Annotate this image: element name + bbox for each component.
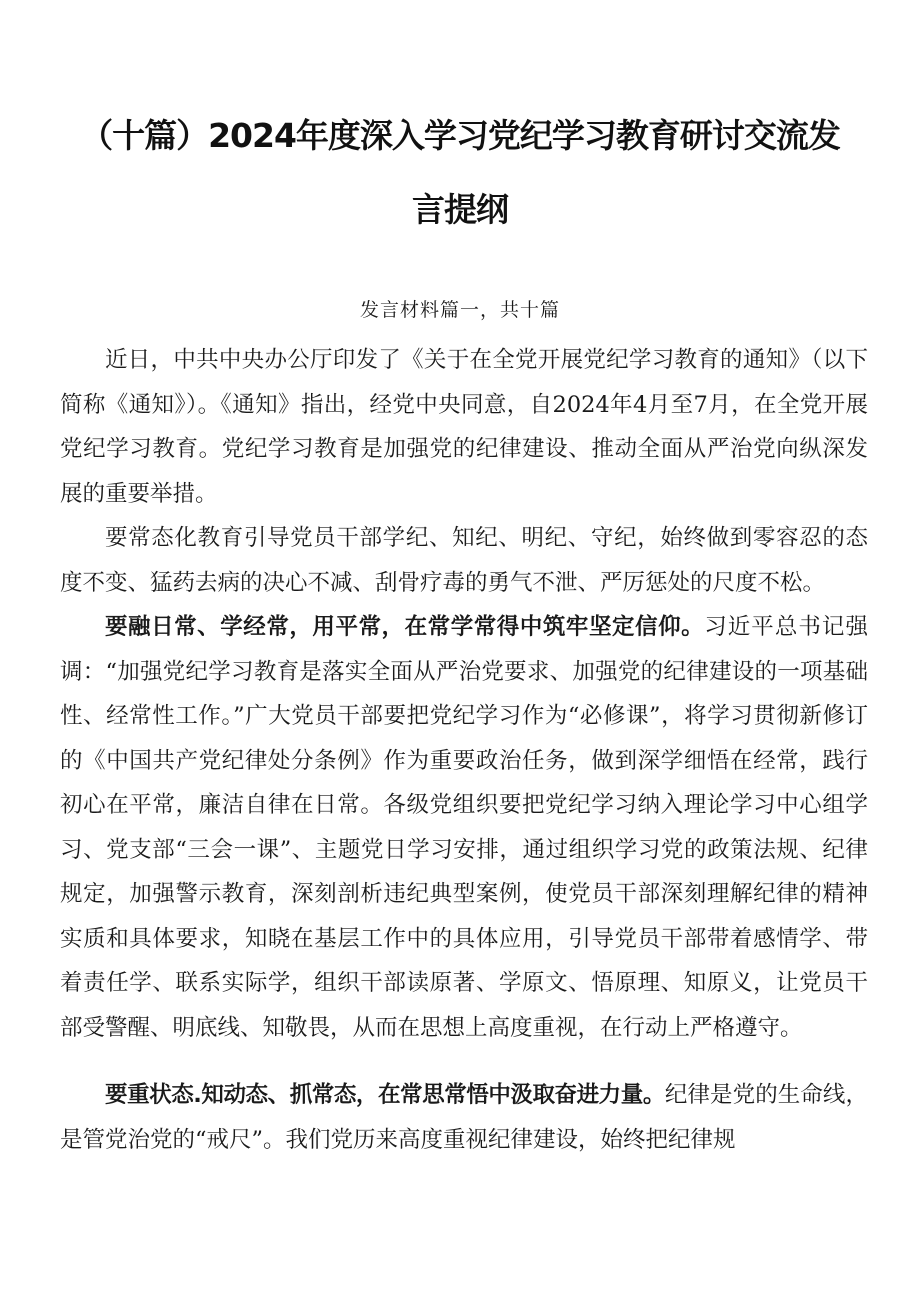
paragraph-3 (60, 605, 868, 1050)
paragraph-lead: 要重状态.知动态、抓常态，在常思常悟中汲取奋进力量。 (105, 1082, 665, 1108)
document-subtitle: 发言材料篇一，共十篇 (359, 299, 560, 321)
paragraph-4 (60, 1073, 868, 1162)
document-body (60, 338, 868, 1162)
paragraph-text: 习近平总书记强调：“加强党纪学习教育是落实全面从严治党要求、加强党的纪律建设的一项基础性、经常性工作。”广大党员干部要把党纪学习作为“必修课”，将学习贯彻新修订的《中国共产党纪律处分条例》作为重要政治任务，做到深学细悟在经常，践行初心在平常，廉洁自律在日常。各级党组织要把党纪学习纳入理论学习中心组学习、党支部“三会一课”、主题党日学习安排，通过组织学习党的政策法规、纪律规定，加强警示教育，深刻剖析违纪典型案例，使党员干部深刻理解纪律的精神实质和具体要求，知晓在基层工作中的具体应用，引导党员干部带着感情学、带着责任学、联系实际学，组织干部读原著、学原文、悟原理、知原义，让党员干部受警醒、明底线、知敬畏，从而在思想上高度重视，在行动上严格遵守。 (60, 614, 868, 1041)
paragraph-1 (60, 338, 868, 516)
document-title-line-1: （十篇）2024年度深入学习党纪学习教育研讨交流发 (80, 116, 840, 155)
paragraph-text: 纪律是党的生命线，是管党治党的“戒尺”。我们党历来高度重视纪律建设，始终把纪律规 (60, 1082, 868, 1153)
paragraph-lead: 要融日常、学经常，用平常，在常学常得中筑牢坚定信仰。 (105, 614, 705, 640)
paragraph-text: 要常态化教育引导党员干部学纪、知纪、明纪、守纪，始终做到零容忍的态度不变、猛药去病的决心不减、刮骨疗毒的勇气不泄、严厉惩处的尺度不松。 (60, 525, 868, 596)
document-title-line-2: 言提纲 (412, 190, 508, 229)
paragraph-text: 近日，中共中央办公厅印发了《关于在全党开展党纪学习教育的通知》（以下简称《通知》）。《通知》指出，经党中央同意，自2024年4月至7月，在全党开展党纪学习教育。党纪学习教育是加强党的纪律建设、推动全面从严治党向纵深发展的重要举措。 (60, 347, 868, 507)
paragraph-2 (60, 516, 868, 605)
